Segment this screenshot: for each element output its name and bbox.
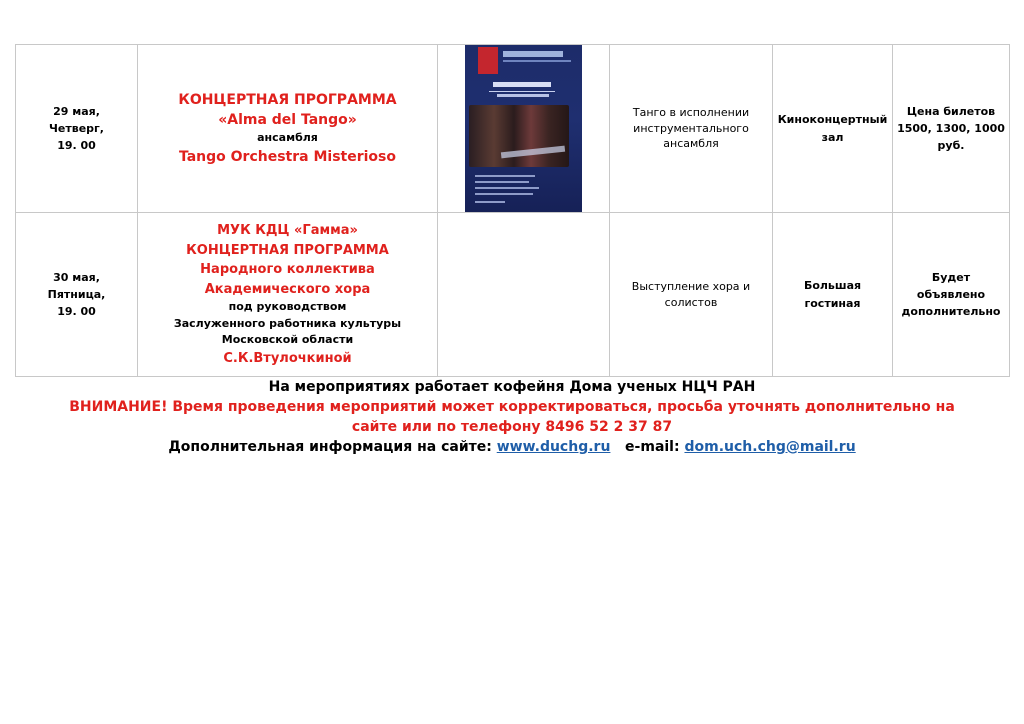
website-link[interactable]: www.duchg.ru <box>496 438 611 455</box>
warning-line: ВНИМАНИЕ! Время проведения мероприятий может корректироваться, просьба уточнять дополнительно на <box>69 398 955 415</box>
event-hall: Большая гостиная <box>803 279 862 310</box>
poster-logo-underline <box>503 60 571 62</box>
warning-line: сайте или по телефону 8496 52 2 37 87 <box>351 418 673 435</box>
warning-note <box>15 398 1009 438</box>
event-price-cell <box>893 213 1010 377</box>
poster-title <box>489 79 555 92</box>
event-description-cell <box>610 213 773 377</box>
poster-subtitle <box>497 94 549 97</box>
event-description: Выступление хора и солистов <box>631 279 751 309</box>
event-row <box>16 45 1010 213</box>
poster-text-line <box>475 193 533 195</box>
poster-logo <box>503 51 563 57</box>
event-title-line: С.К.Втулочкиной <box>223 350 352 366</box>
event-title-line: ансамбля <box>257 131 318 145</box>
event-price: Цена билетов 1500, 1300, 1000 руб. <box>897 104 1005 153</box>
event-title-line: КОНЦЕРТНАЯ ПРОГРАММА <box>178 91 397 108</box>
poster-date-badge <box>478 47 498 74</box>
concert-poster-image <box>465 45 582 212</box>
email-link[interactable]: dom.uch.chg@mail.ru <box>684 438 856 455</box>
event-title-line: Народного коллектива <box>200 262 375 277</box>
event-hall-cell <box>773 213 893 377</box>
event-date-line: 19. 00 <box>57 305 96 319</box>
event-title-line: Академического хора <box>204 281 371 297</box>
event-date-line: 30 мая, <box>53 270 100 284</box>
event-hall: Киноконцертный зал <box>777 113 888 144</box>
event-row <box>16 213 1010 377</box>
event-date-line: 29 мая, <box>53 104 100 118</box>
contact-info <box>15 438 1009 458</box>
event-title-line: «Alma del Tango» <box>218 112 357 129</box>
event-date-line: 19. 00 <box>57 139 96 153</box>
email-label: e-mail: <box>625 438 680 455</box>
info-label: Дополнительная информация на сайте: <box>168 438 492 455</box>
event-description-cell <box>610 45 773 213</box>
event-hall-cell <box>773 45 893 213</box>
event-price-cell <box>893 45 1010 213</box>
events-table <box>15 44 1010 377</box>
cafe-note: На мероприятиях работает кофейня Дома ученых НЦЧ РАН <box>268 379 756 395</box>
event-title-line: Tango Orchestra Misterioso <box>178 148 396 165</box>
event-title-line: МУК КДЦ «Гамма» <box>217 223 358 238</box>
poster-text-line <box>475 187 539 189</box>
event-image-cell <box>438 213 610 377</box>
event-date-cell <box>16 213 138 377</box>
event-title-line: Московской области <box>221 333 354 346</box>
poster-text-line <box>475 181 529 183</box>
event-title-line: Заслуженного работника культуры <box>173 316 402 330</box>
event-image-cell <box>438 45 610 213</box>
notes-block <box>15 378 1009 458</box>
poster-text-line <box>475 201 505 203</box>
event-date-line: Пятница, <box>47 287 106 301</box>
event-title-line: под руководством <box>228 300 347 313</box>
event-description: Танго в исполнении инструментального ансамбля <box>632 105 750 151</box>
event-price: Будет объявлено дополнительно <box>901 270 1001 319</box>
poster-text-line <box>475 175 535 177</box>
event-date-cell <box>16 45 138 213</box>
poster-photo <box>469 105 569 167</box>
event-title-cell <box>138 45 438 213</box>
event-date-line: Четверг, <box>49 121 104 135</box>
event-title-cell <box>138 213 438 377</box>
event-title-line: КОНЦЕРТНАЯ ПРОГРАММА <box>186 242 389 258</box>
